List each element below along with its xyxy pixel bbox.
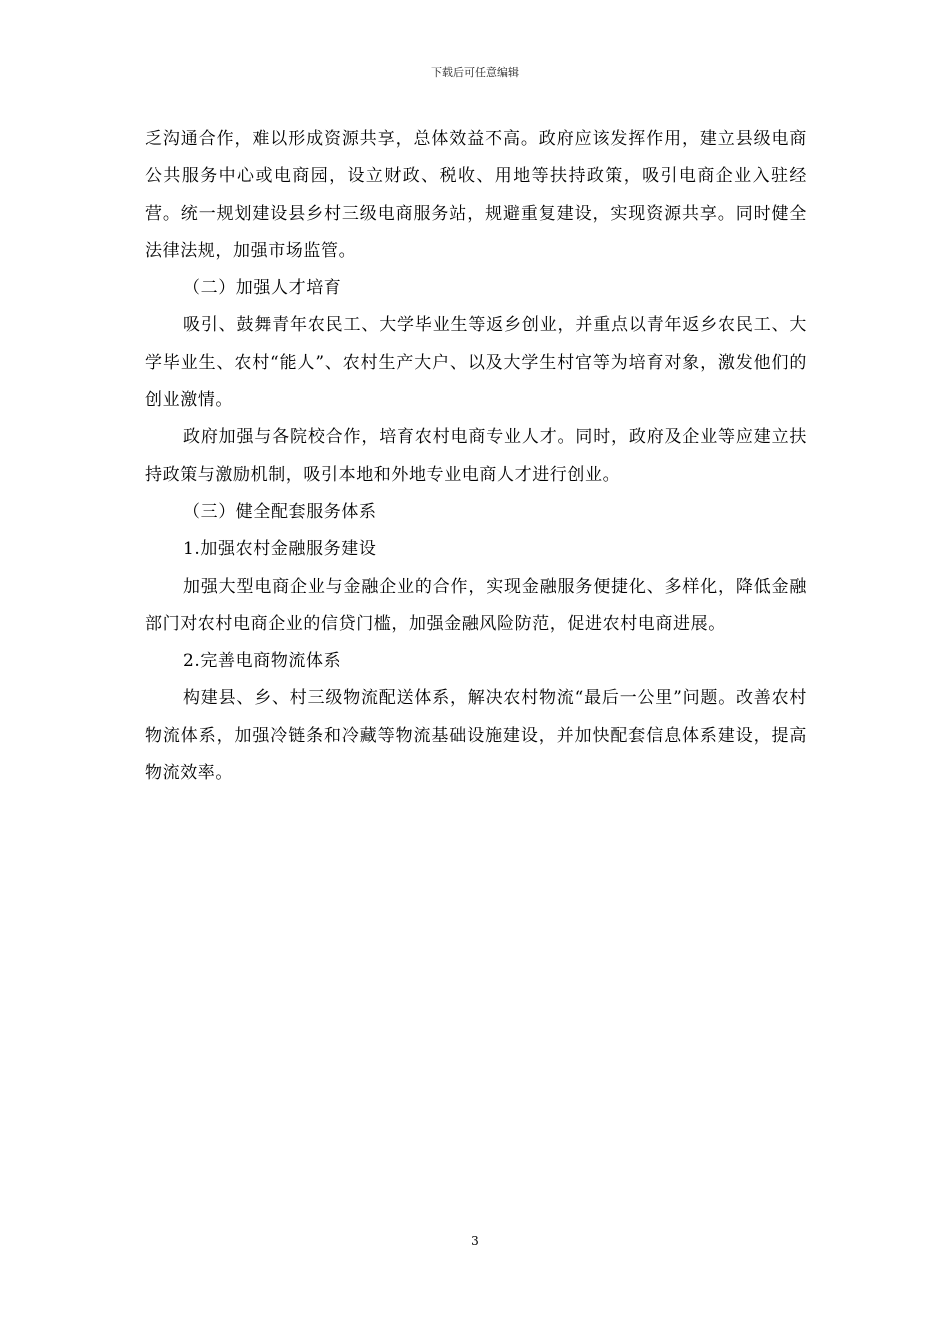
page-header: 下载后可任意编辑: [431, 66, 519, 79]
paragraph-logistics: 构建县、乡、村三级物流配送体系，解决农村物流“最后一公里”问题。改善农村物流体系，加强冷链条和冷藏等物流基础设施建设，并加快配套信息体系建设，提高物流效率。: [145, 688, 807, 784]
subsection-heading-finance: 1.加强农村金融服务建设: [183, 539, 377, 560]
paragraph-talent-cooperation: 政府加强与各院校合作，培育农村电商专业人才。同时，政府及企业等应建立扶持政策与激励机制，吸引本地和外地专业电商人才进行创业。: [145, 427, 807, 485]
section-heading-talent: （二）加强人才培育: [183, 278, 342, 299]
paragraph-continuation: 乏沟通合作，难以形成资源共享，总体效益不高。政府应该发挥作用，建立县级电商公共服务中心或电商园，设立财政、税收、用地等扶持政策，吸引电商企业入驻经营。统一规划建设县乡村三级电商服务站，规避重复建设，实现资源共享。同时健全法律法规，加强市场监管。: [145, 129, 807, 261]
paragraph-finance: 加强大型电商企业与金融企业的合作，实现金融服务便捷化、多样化，降低金融部门对农村电商企业的信贷门槛，加强金融风险防范，促进农村电商进展。: [145, 576, 807, 634]
document-body: [145, 121, 807, 792]
paragraph-talent-attract: 吸引、鼓舞青年农民工、大学毕业生等返乡创业，并重点以青年返乡农民工、大学毕业生、农村“能人”、农村生产大户、以及大学生村官等为培育对象，激发他们的创业激情。: [145, 315, 807, 411]
section-heading-services: （三）健全配套服务体系: [183, 501, 377, 522]
page-number: 3: [471, 1234, 479, 1248]
subsection-heading-logistics: 2.完善电商物流体系: [183, 651, 342, 672]
